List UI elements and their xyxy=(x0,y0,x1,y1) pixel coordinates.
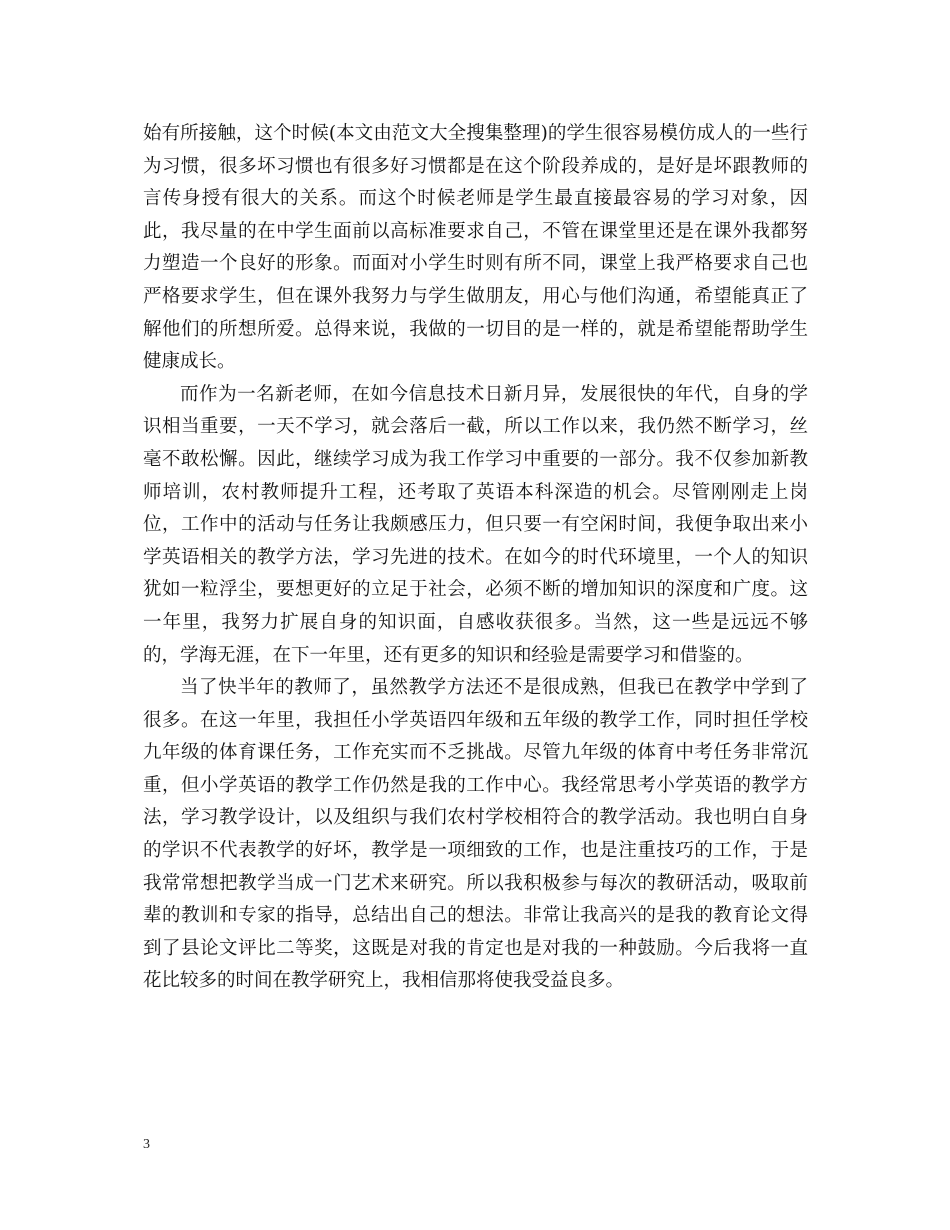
page-number: 3 xyxy=(143,1137,150,1152)
paragraph-1: 始有所接触，这个时候(本文由范文大全搜集整理)的学生很容易模仿成人的一些行为习惯，很多坏习惯也有很多好习惯都是在这个阶段养成的，是好是坏跟教师的言传身授有很大的关系。而这个时候老师是学生最直接最容易的学习对象，因此，我尽量的在中学生面前以高标准要求自己，不管在课堂里还是在课外我都努力塑造一个良好的形象。而面对小学生时则有所不同，课堂上我严格要求自己也严格要求学生，但在课外我努力与学生做朋友，用心与他们沟通，希望能真正了解他们的所想所爱。总得来说，我做的一切目的是一样的，就是希望能帮助学生健康成长。 xyxy=(143,123,808,373)
document-body xyxy=(143,118,808,998)
paragraph-2: 而作为一名新老师，在如今信息技术日新月异，发展很快的年代，自身的学识相当重要，一天不学习，就会落后一截，所以工作以来，我仍然不断学习，丝毫不敢松懈。因此，继续学习成为我工作学习中重要的一部分。我不仅参加新教师培训，农村教师提升工程，还考取了英语本科深造的机会。尽管刚刚走上岗位，工作中的活动与任务让我颇感压力，但只要一有空闲时间，我便争取出来小学英语相关的教学方法，学习先进的技术。在如今的时代环境里，一个人的知识犹如一粒浮尘，要想更好的立足于社会，必须不断的增加知识的深度和广度。这一年里，我努力扩展自身的知识面，自感收获很多。当然，这一些是远远不够的，学海无涯，在下一年里，还有更多的知识和经验是需要学习和借鉴的。 xyxy=(143,383,808,666)
paragraph-3: 当了快半年的教师了，虽然教学方法还不是很成熟，但我已在教学中学到了很多。在这一年里，我担任小学英语四年级和五年级的教学工作，同时担任学校九年级的体育课任务，工作充实而不乏挑战。尽管九年级的体育中考任务非常沉重，但小学英语的教学工作仍然是我的工作中心。我经常思考小学英语的教学方法，学习教学设计，以及组织与我们农村学校相符合的教学活动。我也明白自身的学识不代表教学的好坏，教学是一项细致的工作，也是注重技巧的工作，于是我常常想把教学当成一门艺术来研究。所以我积极参与每次的教研活动，吸取前辈的教训和专家的指导，总结出自己的想法。非常让我高兴的是我的教育论文得到了县论文评比二等奖，这既是对我的肯定也是对我的一种鼓励。今后我将一直花比较多的时间在教学研究上，我相信那将使我受益良多。 xyxy=(143,677,808,992)
